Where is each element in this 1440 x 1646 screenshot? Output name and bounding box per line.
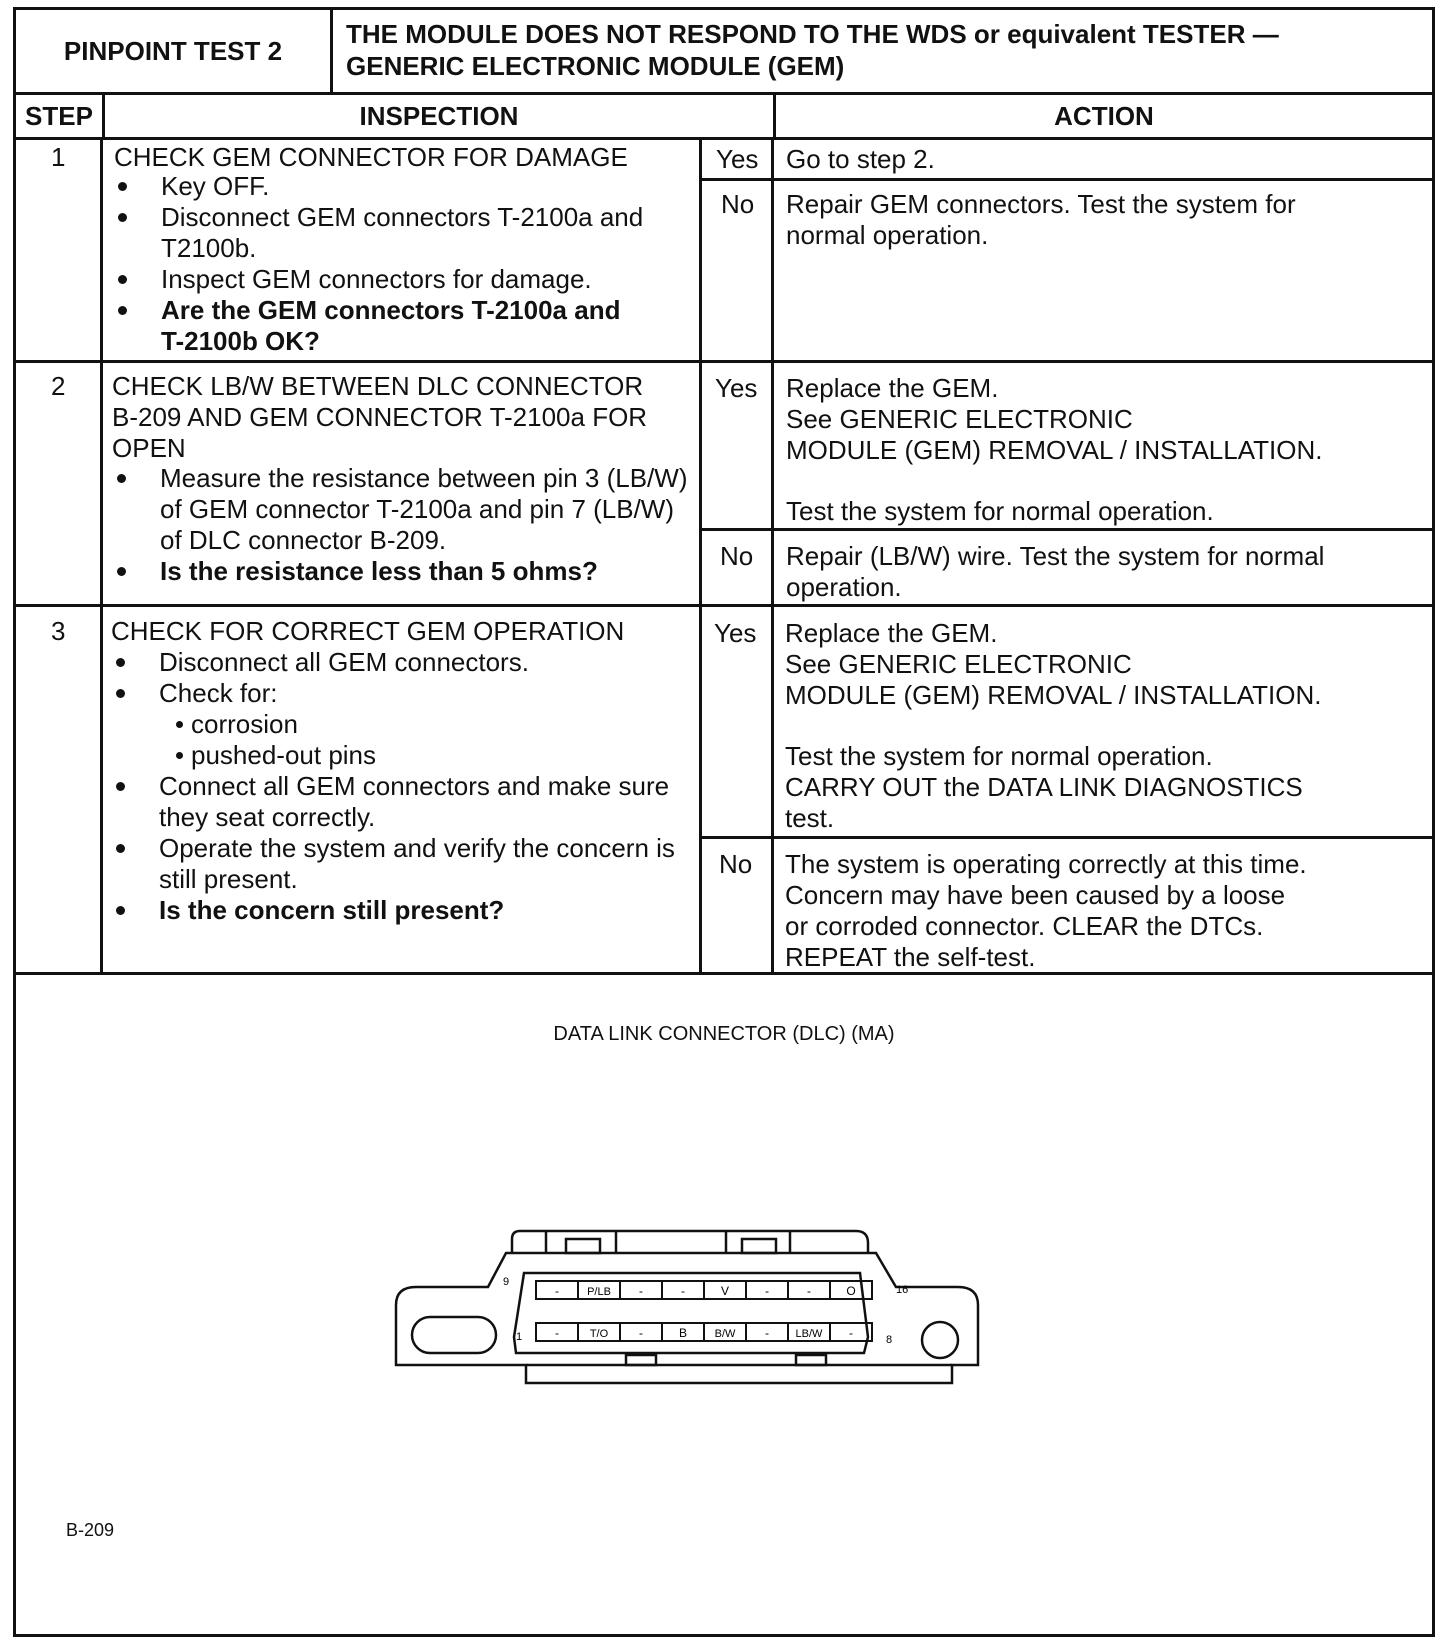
no-action: REPEAT the self-test. (785, 942, 1036, 972)
yes-label: Yes (715, 373, 758, 403)
pin-rows (536, 1281, 872, 1341)
no-label: No (721, 189, 755, 219)
bullet-icon (117, 567, 126, 576)
column-action: ACTION (776, 95, 1432, 140)
yes-action: See GENERIC ELECTRONIC (786, 404, 1133, 434)
bullet-icon (116, 658, 125, 667)
pin-label: - (639, 1326, 643, 1340)
yes-action: Test the system for normal operation. (786, 496, 1214, 526)
test-title (346, 18, 1406, 82)
bullet-question: Is the concern still present? (159, 895, 505, 925)
column-step: STEP (16, 95, 102, 140)
yes-label: Yes (716, 144, 759, 174)
bullet-text: T2100b. (161, 233, 257, 263)
step-divider (100, 140, 103, 975)
yes-action: Go to step 2. (786, 144, 935, 174)
bullet-icon (117, 474, 126, 483)
row-divider (16, 360, 1432, 363)
col-divider (102, 92, 105, 140)
bullet-text: Disconnect all GEM connectors. (159, 647, 529, 677)
yes-action: Test the system for normal operation. (785, 741, 1213, 771)
bullet-question: Are the GEM connectors T-2100a and (161, 295, 621, 325)
step-heading: B-209 AND GEM CONNECTOR T-2100a FOR (112, 402, 648, 432)
sub-bullet-icon (176, 752, 183, 759)
pin-label: V (720, 1284, 730, 1298)
step-heading: CHECK GEM CONNECTOR FOR DAMAGE (114, 142, 628, 172)
pinpoint-test-sheet (13, 7, 1435, 1637)
bullet-icon (116, 844, 125, 853)
step-heading: OPEN (112, 433, 186, 463)
bullet-text: Connect all GEM connectors and make sure (159, 771, 670, 801)
bullet-text: Key OFF. (161, 171, 270, 201)
bullet-icon (116, 906, 125, 915)
step-number: 1 (51, 142, 66, 172)
yes-label: Yes (714, 618, 757, 648)
step-heading: CHECK LB/W BETWEEN DLC CONNECTOR (112, 371, 644, 401)
key-tab (796, 1355, 826, 1365)
latch-tab (566, 1239, 600, 1253)
no-action: Concern may have been caused by a loose (785, 880, 1286, 910)
yes-action: Replace the GEM. (785, 618, 998, 648)
yes-action: CARRY OUT the DATA LINK DIAGNOSTICS (785, 772, 1303, 802)
bullet-text: of GEM connector T-2100a and pin 7 (LB/W) (160, 494, 675, 524)
pin-label: P/LB (587, 1286, 611, 1298)
bullet-text: Measure the resistance between pin 3 (LB/W) (160, 463, 688, 493)
key-tab (626, 1355, 656, 1365)
row-divider (699, 178, 1432, 181)
inspection-divider (699, 140, 702, 975)
bullet-icon (118, 306, 127, 315)
no-label: No (719, 849, 753, 879)
bullet-icon (118, 275, 127, 284)
pin-label: B (678, 1326, 688, 1340)
step-heading: CHECK FOR CORRECT GEM OPERATION (111, 616, 625, 646)
sub-bullet-icon (176, 721, 183, 728)
connector-id: B-209 (66, 1520, 115, 1540)
pin-label: - (681, 1284, 685, 1298)
no-action: Repair (LB/W) wire. Test the system for normal (786, 541, 1325, 571)
no-action: The system is operating correctly at this time. (785, 849, 1307, 879)
sub-bullet-text: corrosion (191, 709, 298, 739)
row-divider (16, 972, 1432, 975)
no-action: operation. (786, 572, 902, 602)
bullet-text: Disconnect GEM connectors T-2100a and (161, 202, 644, 232)
mounting-hole (922, 1322, 958, 1358)
step-number: 3 (51, 616, 66, 646)
row-divider (699, 528, 1432, 531)
bullet-icon (118, 182, 127, 191)
row-divider (16, 604, 1432, 607)
col-divider (773, 92, 776, 140)
yesno-divider (771, 140, 774, 975)
pin-label: LB/W (795, 1328, 823, 1340)
yes-action: MODULE (GEM) REMOVAL / INSTALLATION. (786, 435, 1323, 465)
bullet-text: Check for: (159, 678, 278, 708)
no-action: or corroded connector. CLEAR the DTCs. (785, 911, 1264, 941)
pin-label: T/O (589, 1328, 609, 1340)
bullet-question: Is the resistance less than 5 ohms? (160, 556, 598, 586)
column-inspection: INSPECTION (105, 95, 773, 140)
bullet-icon (118, 213, 127, 222)
pin-label: - (555, 1284, 559, 1298)
bullet-text: Inspect GEM connectors for damage. (161, 264, 592, 294)
header (16, 10, 1432, 95)
bullet-text: they seat correctly. (159, 802, 376, 832)
bullet-icon (116, 782, 125, 791)
yes-action: MODULE (GEM) REMOVAL / INSTALLATION. (785, 680, 1322, 710)
latch-tab (742, 1239, 776, 1253)
sub-bullet-text: pushed-out pins (191, 740, 377, 770)
pin-label: - (555, 1326, 559, 1340)
pin-label-1: 1 (516, 1331, 523, 1343)
pin-label: - (807, 1284, 811, 1298)
test-title-line2: GENERIC ELECTRONIC MODULE (GEM) (346, 51, 845, 81)
bullet-text: of DLC connector B-209. (160, 525, 447, 555)
yes-action: Replace the GEM. (786, 373, 999, 403)
pin-label-8: 8 (886, 1334, 893, 1346)
bullet-question: T-2100b OK? (161, 326, 320, 356)
no-label: No (720, 541, 754, 571)
no-action: normal operation. (786, 220, 989, 250)
pin-label: - (639, 1284, 643, 1298)
yes-action: See GENERIC ELECTRONIC (785, 649, 1132, 679)
dlc-connector-diagram (376, 1215, 996, 1415)
pin-label-9: 9 (503, 1276, 510, 1288)
bullet-text: Operate the system and verify the concern is (159, 833, 675, 863)
pin-label-16: 16 (896, 1284, 909, 1296)
test-title-line1: THE MODULE DOES NOT RESPOND TO THE WDS or equivalent TESTER — (346, 19, 1279, 49)
pin-label: - (849, 1326, 853, 1340)
yes-action: test. (785, 803, 835, 833)
test-label: PINPOINT TEST 2 (16, 10, 333, 92)
pin-label: - (765, 1284, 769, 1298)
no-action: Repair GEM connectors. Test the system for (786, 189, 1296, 219)
row-divider (699, 836, 1432, 839)
pin-label: - (765, 1326, 769, 1340)
pin-label: O (846, 1284, 856, 1298)
bullet-text: still present. (159, 864, 298, 894)
diagram-title: DATA LINK CONNECTOR (DLC) (MA) (553, 1023, 895, 1045)
pin-label: B/W (714, 1328, 736, 1340)
mounting-slot (412, 1317, 496, 1353)
step-number: 2 (51, 371, 66, 401)
bullet-icon (116, 689, 125, 698)
